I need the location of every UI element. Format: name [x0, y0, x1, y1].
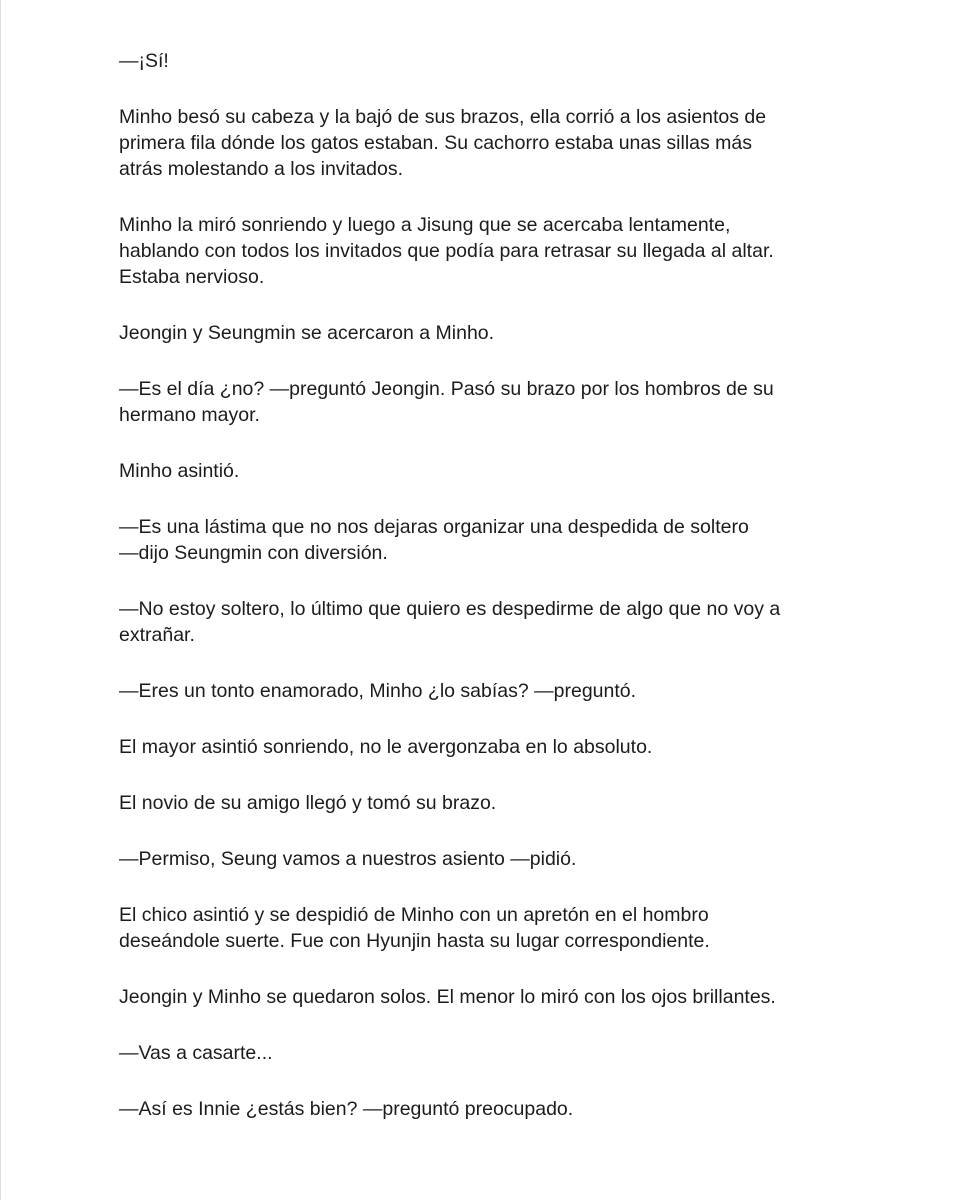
paragraph: El novio de su amigo llegó y tomó su brazo.: [119, 792, 497, 814]
story-text: [119, 48, 879, 1122]
paragraph: —Es una lástima que no nos dejaras organizar una despedida de soltero —dijo Seungmin con diversión.: [119, 516, 749, 564]
paragraph: Jeongin y Minho se quedaron solos. El menor lo miró con los ojos brillantes.: [119, 986, 776, 1008]
paragraph: —Eres un tonto enamorado, Minho ¿lo sabías? —preguntó.: [119, 680, 637, 702]
paragraph: Minho la miró sonriendo y luego a Jisung que se acercaba lentamente, hablando con todos los invitados que podía para retrasar su llegada al altar. Estaba nervioso.: [119, 214, 774, 288]
paragraph: Jeongin y Seungmin se acercaron a Minho.: [119, 322, 495, 344]
paragraph: —No estoy soltero, lo último que quiero es despedirme de algo que no voy a extrañar.: [119, 598, 781, 646]
paragraph: —¡Sí!: [119, 50, 169, 72]
paragraph: —Así es Innie ¿estás bien? —preguntó preocupado.: [119, 1098, 574, 1120]
paragraph: —Permiso, Seung vamos a nuestros asiento —pidió.: [119, 848, 577, 870]
paragraph: El chico asintió y se despidió de Minho con un apretón en el hombro deseándole suerte. Fue con Hyunjin hasta su lugar correspondiente.: [119, 904, 710, 952]
paragraph: Minho besó su cabeza y la bajó de sus brazos, ella corrió a los asientos de primera fila dónde los gatos estaban. Su cachorro estaba unas sillas más atrás molestando a los invitados.: [119, 106, 767, 180]
paragraph: —Vas a casarte...: [119, 1042, 273, 1064]
paragraph: —Es el día ¿no? —preguntó Jeongin. Pasó su brazo por los hombros de su hermano mayor.: [119, 378, 774, 426]
paragraph: Minho asintió.: [119, 460, 240, 482]
paragraph: El mayor asintió sonriendo, no le avergonzaba en lo absoluto.: [119, 736, 653, 758]
